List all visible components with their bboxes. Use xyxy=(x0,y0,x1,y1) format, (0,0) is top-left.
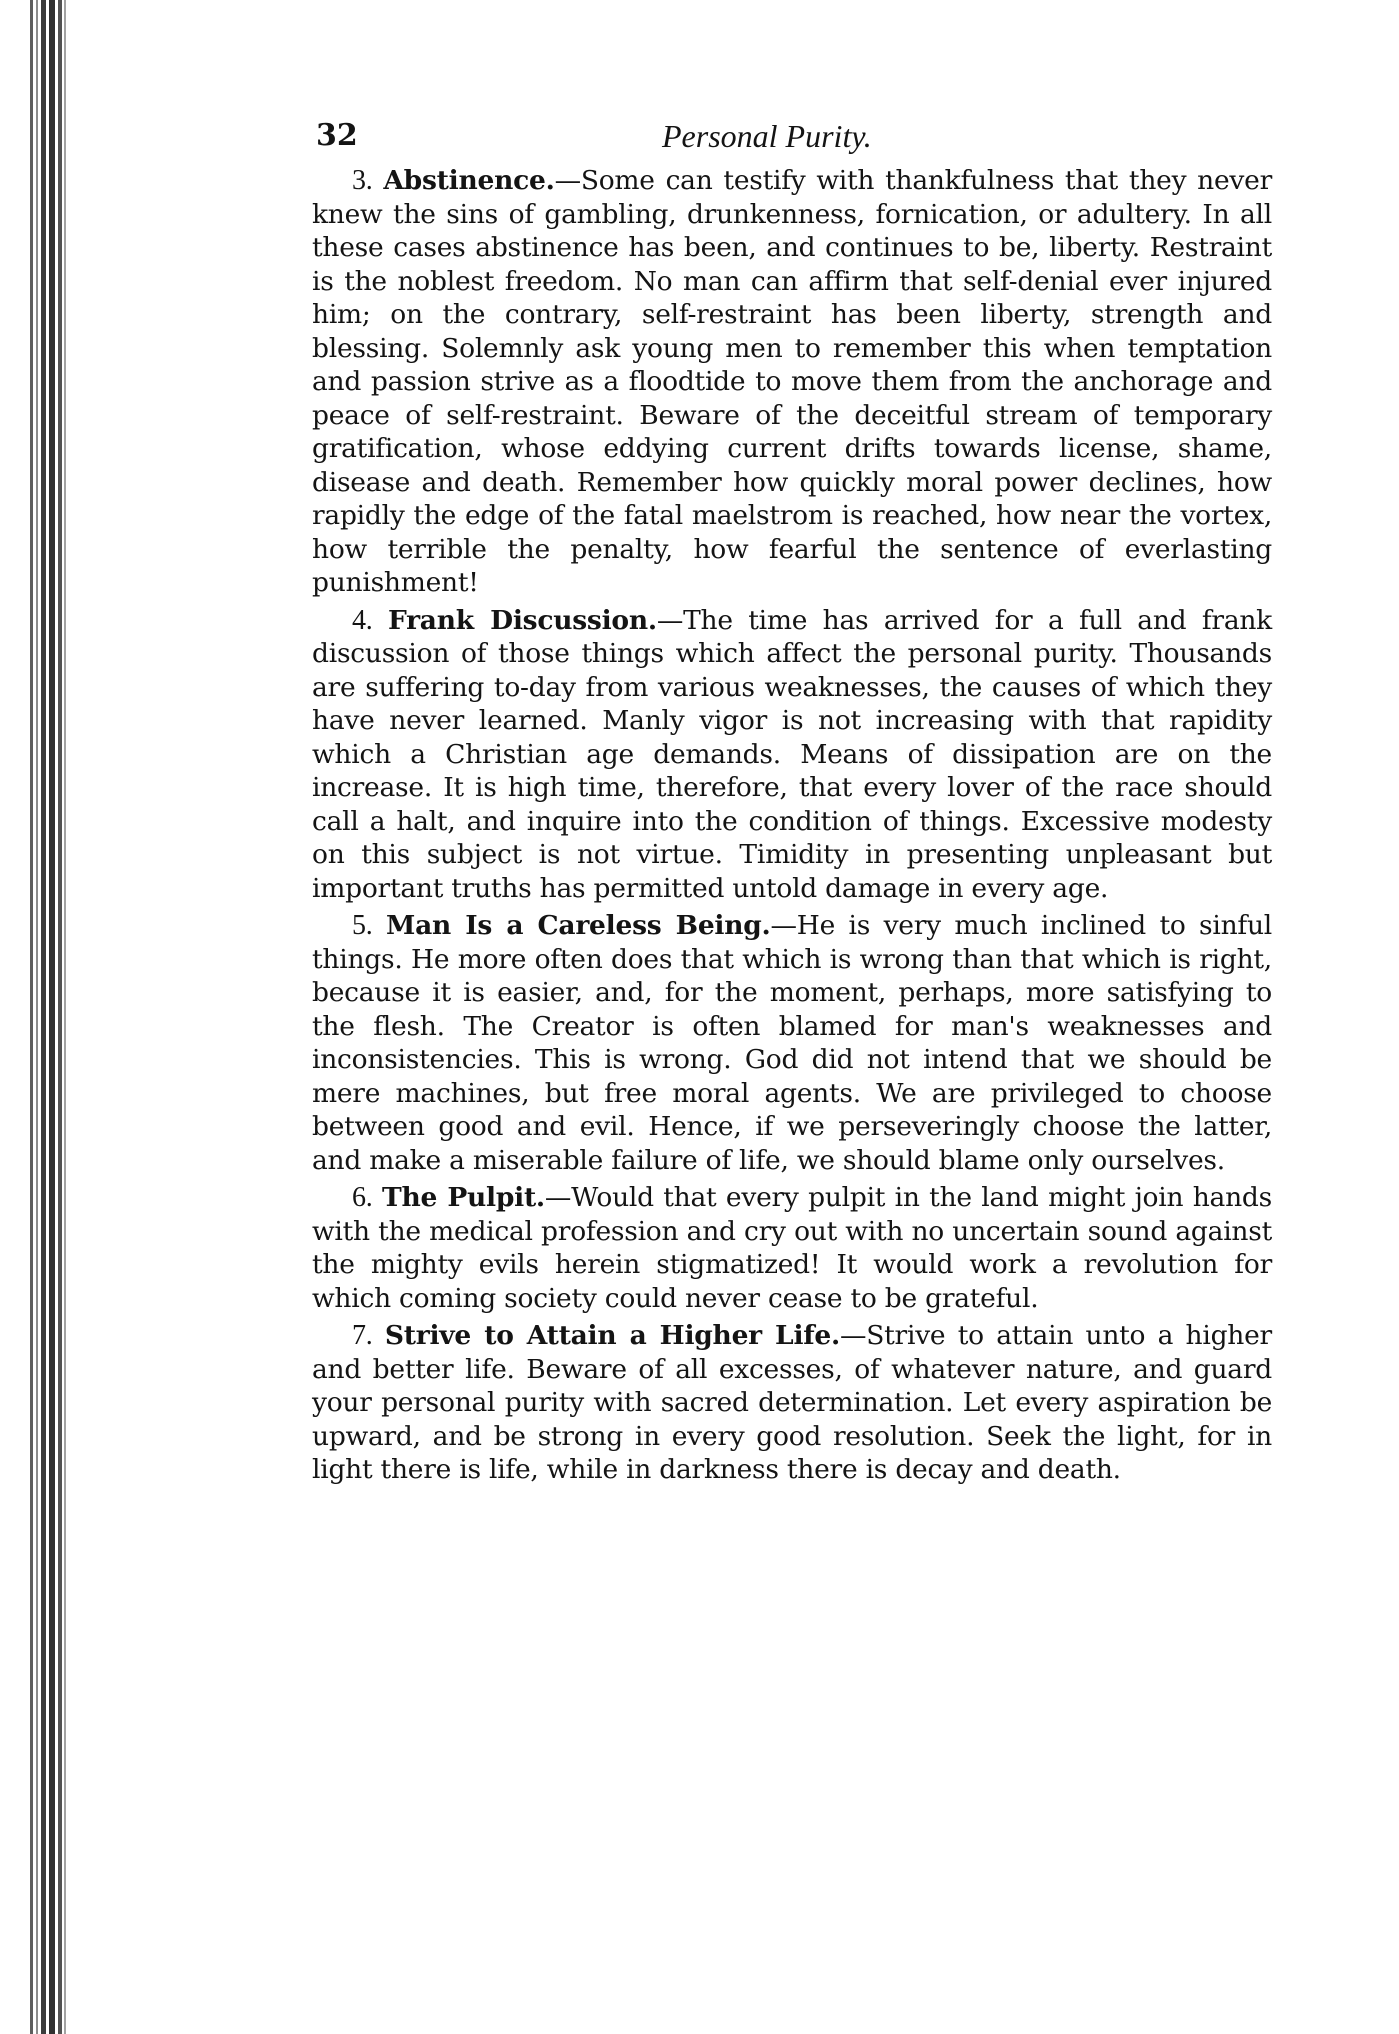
paragraph-number: 7. xyxy=(352,1320,373,1351)
paragraph-heading: Abstinence. xyxy=(383,165,555,196)
paragraph-heading: Man Is a Careless Being. xyxy=(385,910,771,941)
paragraph-text: —Some can testify with thankfulness that they never knew the sins of gambling, drunkenness, fornication, or adultery. In all these cases abstinence has been, and continues to be, liberty. Restraint is the noblest freedom. No man can affirm that self-denial ever injured him; on the contrary, self-restraint has been liberty, strength and blessing. Solemnly ask young men to remember this when temptation and passion strive as a floodtide to move them from the anchorage and peace of self-restraint. Beware of the deceitful stream of temporary gratification, whose eddying current drifts towards license, shame, disease and death. Remember how quickly moral power declines, how rapidly the edge of the fatal maelstrom is reached, how near the vortex, how terrible the penalty, how fearful the sentence of everlasting punishment! xyxy=(312,165,1272,598)
running-header xyxy=(312,100,1272,164)
paragraph-careless-being xyxy=(312,909,1272,1177)
page-number: 32 xyxy=(316,118,358,153)
paragraph-heading: Strive to Attain a Higher Life. xyxy=(384,1320,840,1351)
book-page xyxy=(312,100,1272,1491)
paragraph-number: 6. xyxy=(352,1182,373,1213)
paragraph-number: 4. xyxy=(352,604,373,636)
paragraph-pulpit xyxy=(312,1181,1272,1315)
paragraph-text: —Strive to attain unto a higher and better life. Beware of all excesses, of whatever nature, and guard your personal purity with sacred determination. Let every aspiration be upward, and be strong in every good resolution. Seek the light, for in light there is life, while in darkness there is decay and death. xyxy=(312,1320,1272,1485)
paragraph-higher-life xyxy=(312,1319,1272,1487)
book-binding-edge xyxy=(0,0,72,2034)
paragraph-text: —The time has arrived for a full and frank discussion of those things which affect the personal purity. Thousands are suffering to-day from various weaknesses, the causes of which they have never learned. Manly vigor is not increasing with that rapidity which a Christian age demands. Means of dissipation are on the increase. It is high time, therefore, that every lover of the race should call a halt, and inquire into the condition of things. Excessive modesty on this subject is not virtue. Timidity in presenting unpleasant but important truths has permitted untold damage in every age. xyxy=(312,604,1272,904)
paragraph-frank-discussion xyxy=(312,604,1272,906)
running-title: Personal Purity. xyxy=(662,118,872,154)
paragraph-heading: The Pulpit. xyxy=(381,1182,545,1213)
paragraph-heading: Frank Discussion. xyxy=(387,604,657,636)
paragraph-number: 3. xyxy=(352,165,373,196)
paragraph-abstinence xyxy=(312,164,1272,600)
paragraph-number: 5. xyxy=(352,910,373,941)
paragraph-text: —Would that every pulpit in the land might join hands with the medical profession and cry out with no uncertain sound against the mighty evils herein stigmatized! It would work a revolution for which coming society could never cease to be grateful. xyxy=(312,1182,1272,1314)
paragraph-text: —He is very much inclined to sinful things. He more often does that which is wrong than that which is right, because it is easier, and, for the moment, perhaps, more satisfying to the flesh. The Creator is often blamed for man's weaknesses and inconsistencies. This is wrong. God did not intend that we should be mere machines, but free moral agents. We are privileged to choose between good and evil. Hence, if we perseveringly choose the latter, and make a miserable failure of life, we should blame only ourselves. xyxy=(312,910,1273,1176)
